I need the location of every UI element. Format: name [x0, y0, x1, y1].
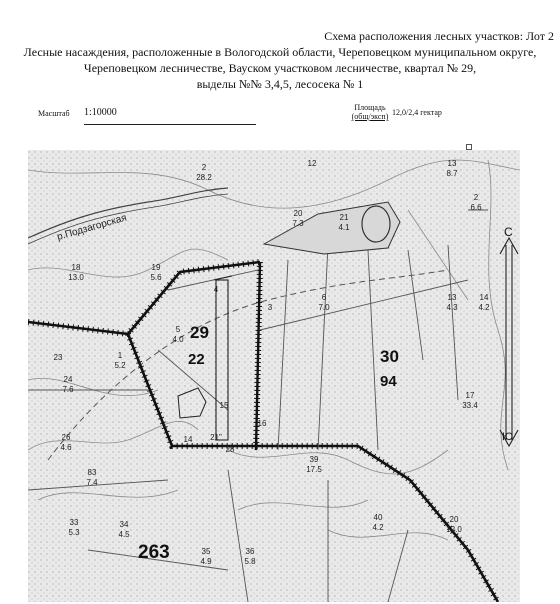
plot-label-p26 — [60, 433, 72, 452]
plot-label-p21b — [210, 433, 222, 442]
plot-number: 26 — [61, 433, 71, 442]
plot-stock-value: 4.3 — [446, 303, 458, 312]
plot-number: 3 — [267, 303, 273, 312]
plot-number: 36 — [245, 547, 255, 556]
plot-number: 14 — [183, 435, 193, 444]
plot-number: 24 — [63, 375, 73, 384]
compass-north: С — [504, 225, 513, 239]
plot-number: 12 — [307, 159, 317, 168]
plot-number: 20 — [449, 515, 459, 524]
quarter-263-number: 263 — [138, 542, 170, 563]
plot-label-p3 — [268, 303, 273, 312]
plot-label-p13 — [446, 159, 458, 178]
plot-number: 13 — [447, 293, 457, 302]
river-label: р.Подзагорская — [55, 212, 129, 243]
plot-label-p4b — [214, 285, 219, 294]
plot-label-p16 — [258, 419, 267, 428]
plot-number: 40 — [373, 513, 383, 522]
plot-number: 33 — [69, 518, 79, 527]
quarter-29-number: 29 — [190, 323, 209, 342]
scale-underline — [84, 124, 256, 125]
plot-stock-value: 12.0 — [446, 525, 462, 534]
plot-label-p14b — [184, 435, 193, 444]
plot-stock-value: 7.4 — [86, 478, 98, 487]
forest-map — [28, 150, 520, 602]
plot-stock-value: 4.2 — [372, 523, 384, 532]
plot-number: 21 — [339, 213, 349, 222]
plot-number: 20 — [293, 209, 303, 218]
plot-stock-value: 4.1 — [338, 223, 350, 232]
plot-number: 1 — [117, 351, 123, 360]
plot-number: 17 — [465, 391, 475, 400]
map-background — [28, 150, 520, 602]
location-line-region: Лесные насаждения, расположенные в Вологодской области, Череповецком муниципальном округе, — [23, 45, 537, 59]
location-line-forestry: Череповецком лесничестве, Вауском участковом лесничестве, квартал № 29, — [83, 61, 477, 75]
plot-number: 2 — [473, 193, 479, 202]
plot-number: 23 — [53, 353, 63, 362]
scale-value: 1:10000 — [84, 107, 117, 118]
area-label-main: Площадь — [354, 103, 386, 112]
quarter-30-number: 30 — [380, 347, 399, 366]
plot-number: 28 — [225, 445, 235, 454]
plot-stock-value: 4.9 — [200, 557, 212, 566]
plot-stock-value: 7.0 — [318, 303, 330, 312]
plot-label-p28 — [226, 445, 235, 454]
plot-label-p33 — [68, 518, 80, 537]
plot-stock-value: 33.4 — [462, 401, 478, 410]
plot-label-p34 — [118, 520, 130, 539]
plot-number: 4 — [213, 285, 219, 294]
scale-label: Масштаб — [38, 109, 70, 118]
plot-number: 39 — [309, 455, 319, 464]
plot-label-p20 — [292, 209, 304, 228]
plot-number: 6 — [321, 293, 327, 302]
plot-stock-value: 5.3 — [68, 528, 80, 537]
plot-stock-value: 28.2 — [196, 173, 212, 182]
plot-label-p83 — [86, 468, 98, 487]
plot-stock-value: 4.5 — [118, 530, 130, 539]
location-line-plots: выделы №№ 3,4,5, лесосека № 1 — [196, 77, 364, 91]
plot-stock-value: 6.6 — [470, 203, 482, 212]
plot-label-p14 — [478, 293, 490, 312]
plot-number: 13 — [447, 159, 457, 168]
plot-label-p19 — [150, 263, 162, 282]
area-label — [342, 103, 398, 121]
quarter-29-subnumber: 22 — [188, 351, 205, 368]
plot-number: 35 — [201, 547, 211, 556]
plot-label-p40 — [372, 513, 384, 532]
plot-number: 2 — [201, 163, 207, 172]
plot-stock-value: 7.6 — [62, 385, 74, 394]
area-value: 12,0/2,4 гектар — [392, 108, 442, 117]
plot-stock-value: 4.2 — [478, 303, 490, 312]
plot-stock-value: 5.2 — [114, 361, 126, 370]
plot-number: 21" — [210, 433, 222, 442]
plot-stock-value: 17.5 — [306, 465, 322, 474]
plot-label-p23 — [54, 353, 63, 362]
plot-label-p13b — [446, 293, 458, 312]
plot-number: 5 — [175, 325, 181, 334]
plot-number: 83 — [87, 468, 97, 477]
plot-number: 18 — [71, 263, 81, 272]
plot-label-p21 — [338, 213, 350, 232]
compass-south: Ю — [502, 431, 514, 443]
plot-stock-value: 5.6 — [150, 273, 162, 282]
plot-stock-value: 8.7 — [446, 169, 458, 178]
plot-label-p12 — [308, 159, 317, 168]
plot-number: 16 — [257, 419, 267, 428]
plot-stock-value: 4.6 — [60, 443, 72, 452]
plot-label-p36 — [244, 547, 256, 566]
plot-stock-value: 13.0 — [68, 273, 84, 282]
plot-label-p15 — [220, 401, 229, 410]
plot-label-p35 — [200, 547, 212, 566]
plot-stock-value: 5.8 — [244, 557, 256, 566]
plot-stock-value: 4.0 — [172, 335, 184, 344]
quarter-30-subnumber: 94 — [380, 373, 397, 390]
plot-number: 14 — [479, 293, 489, 302]
area-label-sub: (общ/эксп) — [351, 112, 389, 121]
title-line: Схема расположения лесных участков: Лот 2 — [324, 29, 554, 43]
plot-number: 34 — [119, 520, 129, 529]
plot-number: 19 — [151, 263, 161, 272]
plot-label-p24 — [62, 375, 74, 394]
plot-stock-value: 7.3 — [292, 219, 304, 228]
plot-number: 15 — [219, 401, 229, 410]
